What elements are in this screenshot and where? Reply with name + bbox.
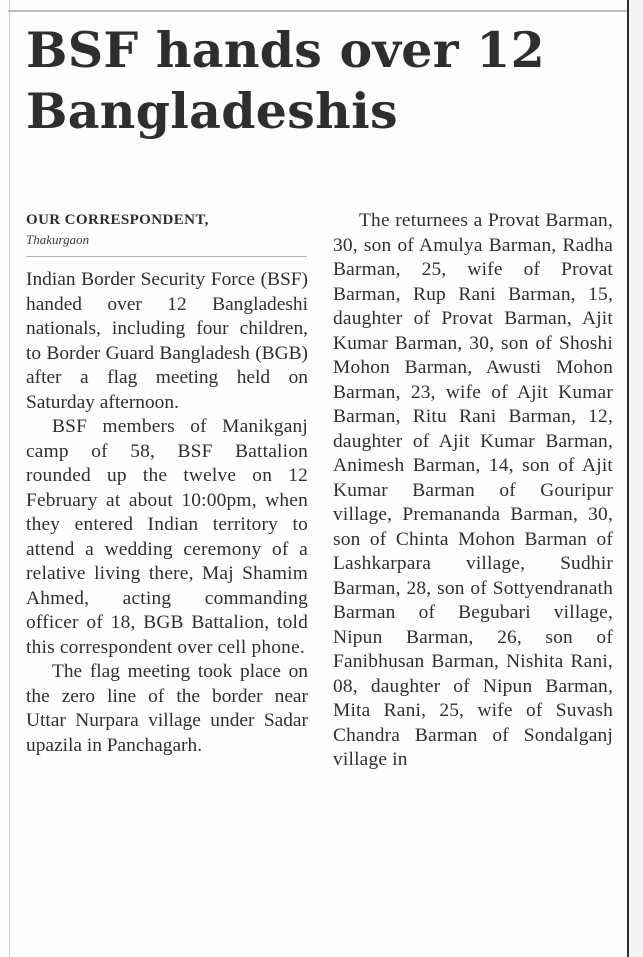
top-rule [8, 10, 628, 12]
article-paragraph-2: BSF members of Manikganj camp of 58, BSF Battalion rounded up the twelve on 12 February at about 10:00pm, when they entered Indian territory to attend a wedding ceremony of a relative living there, Maj Shamim Ahmed, acting commanding officer of 18, BGB Battalion, told this correspondent over cell phone. [26, 416, 308, 658]
byline-place: Thakurgaon [26, 232, 90, 247]
article-column-left [26, 268, 308, 758]
article-paragraph-3: The flag meeting took place on the zero line of the border near Uttar Nurpara village under Sadar upazila in Panchagarh. [26, 661, 308, 756]
article-paragraph-1: Indian Border Security Force (BSF) handed over 12 Bangladeshi nationals, including four children, to Border Guard Bangladesh (BGB) after a flag meeting held on Saturday afternoon. [26, 269, 308, 413]
article-column-right [333, 209, 613, 773]
byline-divider [26, 256, 307, 257]
left-column-rule [9, 0, 10, 957]
byline-name: OUR CORRESPONDENT, [26, 212, 209, 228]
article-paragraph-4: The returnees a Provat Barman, 30, son of Amulya Barman, Radha Barman, 25, wife of Provat Barman, Rup Rani Barman, 15, daughter of Provat Barman, Ajit Kumar Barman, 30, son of Shoshi Mohon Barman, Awusti Mohon Barman, 23, wife of Ajit Kumar Barman, Ritu Rani Barman, 12, daughter of Ajit Kumar Barman, Animesh Barman, 14, son of Ajit Kumar Barman of Gouripur village, Premananda Barman, 30, son of Chinta Mohon Barman of Lashkarpara village, Sudhir Barman, 28, son of Sottyendranath Barman of Begubari village, Nipun Barman, 26, son of Fanibhusan Barman, Nishita Rani, 08, daughter of Nipun Barman, Mita Rani, 25, wife of Suvash Chandra Barman of Sondalganj village in [333, 210, 613, 770]
headline: BSF hands over 12 Bangladeshis [26, 21, 546, 140]
adjacent-column-edge [629, 0, 643, 957]
